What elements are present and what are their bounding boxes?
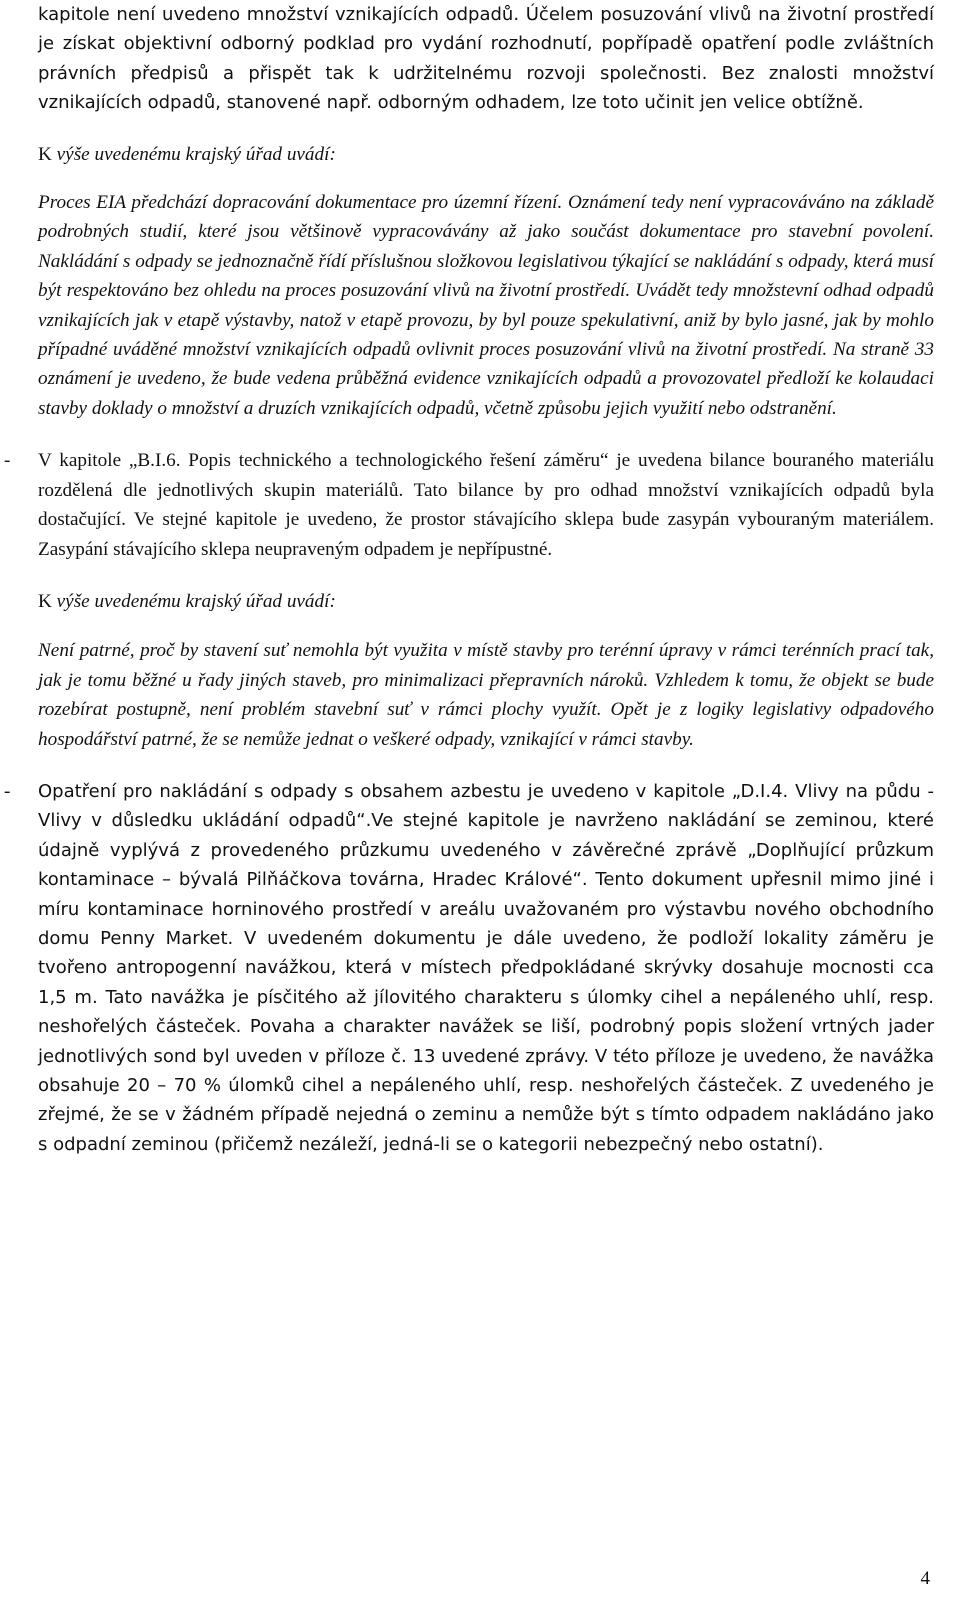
response-heading-prefix: K xyxy=(38,590,52,612)
list-item-text: Opatření pro nakládání s odpady s obsahem azbestu je uvedeno v kapitole „D.I.4. Vlivy na půdu - Vlivy v důsledku ukládání odpadů“.Ve stejné kapitole je navrženo nakládání se zeminou, které údajně vyplývá z provedeného průzkumu uvedeného v závěrečné zprávě „Doplňující průzkum kontaminace – bývalá Pilňáčkova továrna, Hradec Králové“. Tento dokument upřesnil mimo jiné i míru kontaminace horninového prostředí v areálu uvažovaném pro výstavbu nového obchodního domu Penny Market. V uvedeném dokumentu je dále uvedeno, že podloží lokality záměru je tvořeno antropogenní navážkou, která v místech předpokládané skrývky dosahuje mocnosti cca 1,5 m. Tato navážka je písčitého až jílovitého charakteru s úlomky cihel a nepáleného uhlí, resp. neshořelých částeček. Povaha a charakter navážek se liší, podrobný popis složení vrtných jader jednotlivých sond byl uveden v příloze č. 13 uvedené zprávy. V této příloze je uvedeno, že navážka obsahuje 20 – 70 % úlomků cihel a nepáleného uhlí, resp. neshořelých částeček. Z uvedeného je zřejmé, že se v žádném případě nejedná o zeminu a nemůže být s tímto odpadem nakládáno jako s odpadní zeminou (přičemž nezáleží, jedná-li se o kategorii nebezpečný nebo ostatní). xyxy=(38,780,934,1155)
response-heading xyxy=(38,140,934,169)
intro-paragraph: kapitole není uvedeno množství vznikajících odpadů. Účelem posuzování vlivů na životní prostředí je získat objektivní odborný podklad pro vydání rozhodnutí, popřípadě opatření podle zvláštních právních předpisů a přispět tak k udržitelnému rozvoji společnosti. Bez znalosti množství vznikajících odpadů, stanovené např. odborným odhadem, lze toto učinit jen velice obtížně. xyxy=(38,4,934,114)
list-item xyxy=(4,446,934,564)
response-paragraph: Proces EIA předchází dopracování dokumentace pro územní řízení. Oznámení tedy není vypracováváno na základě podrobných studií, které jsou většinově vypracovávány až jako součást dokumentace pro stavební povolení. Nakládání s odpady se jednoznačně řídí příslušnou složkovou legislativou týkající se nakládání s odpady, která musí být respektováno bez ohledu na proces posuzování vlivů na životní prostředí. Uvádět tedy množstevní odhad odpadů vznikajících jak v etapě výstavby, natož v etapě provozu, by byl pouze spekulativní, aniž by bylo jasné, jak by mohlo případné uváděné množství vznikajících odpadů ovlivnit proces posuzování vlivů na životní prostředí. Na straně 33 oznámení je uvedeno, že bude vedena průběžná evidence vznikajících odpadů a provozovatel předloží ke kolaudaci stavby doklady o množství a druzích vznikajících odpadů, včetně způsobu jejich využití nebo odstranění. xyxy=(38,192,934,419)
list-dash: - xyxy=(4,450,11,472)
response-heading-prefix: K xyxy=(38,143,52,165)
response-heading-text: výše uvedenému krajský úřad uvádí: xyxy=(51,143,336,165)
response-heading-text: výše uvedenému krajský úřad uvádí: xyxy=(51,590,336,612)
list-item xyxy=(4,777,934,1159)
page-number: 4 xyxy=(920,1568,930,1589)
response-paragraph: Není patrné, proč by stavení suť nemohla být využita v místě stavby pro terénní úpravy v rámci terénních prací tak, jak je tomu běžné u řady jiných staveb, pro minimalizaci přepravních nároků. Vzhledem k tomu, že objekt se bude rozebírat postupně, není problém stavební suť v rámci plochy využít. Opět je z logiky legislativy odpadového hospodářství patrné, že se nemůže jednat o veškeré odpady, vznikající v rámci stavby. xyxy=(38,640,934,750)
response-heading xyxy=(38,587,934,616)
list-item-text: V kapitole „B.I.6. Popis technického a technologického řešení záměru“ je uvedena bilance bouraného materiálu rozdělená dle jednotlivých skupin materiálů. Tato bilance by pro odhad množství vznikajících odpadů byla dostačující. Ve stejné kapitole je uvedeno, že prostor stávajícího sklepa bude zasypán vybouraným materiálem. Zasypání stávajícího sklepa neupraveným odpadem je nepřípustné. xyxy=(38,450,934,560)
list-dash: - xyxy=(4,780,11,802)
